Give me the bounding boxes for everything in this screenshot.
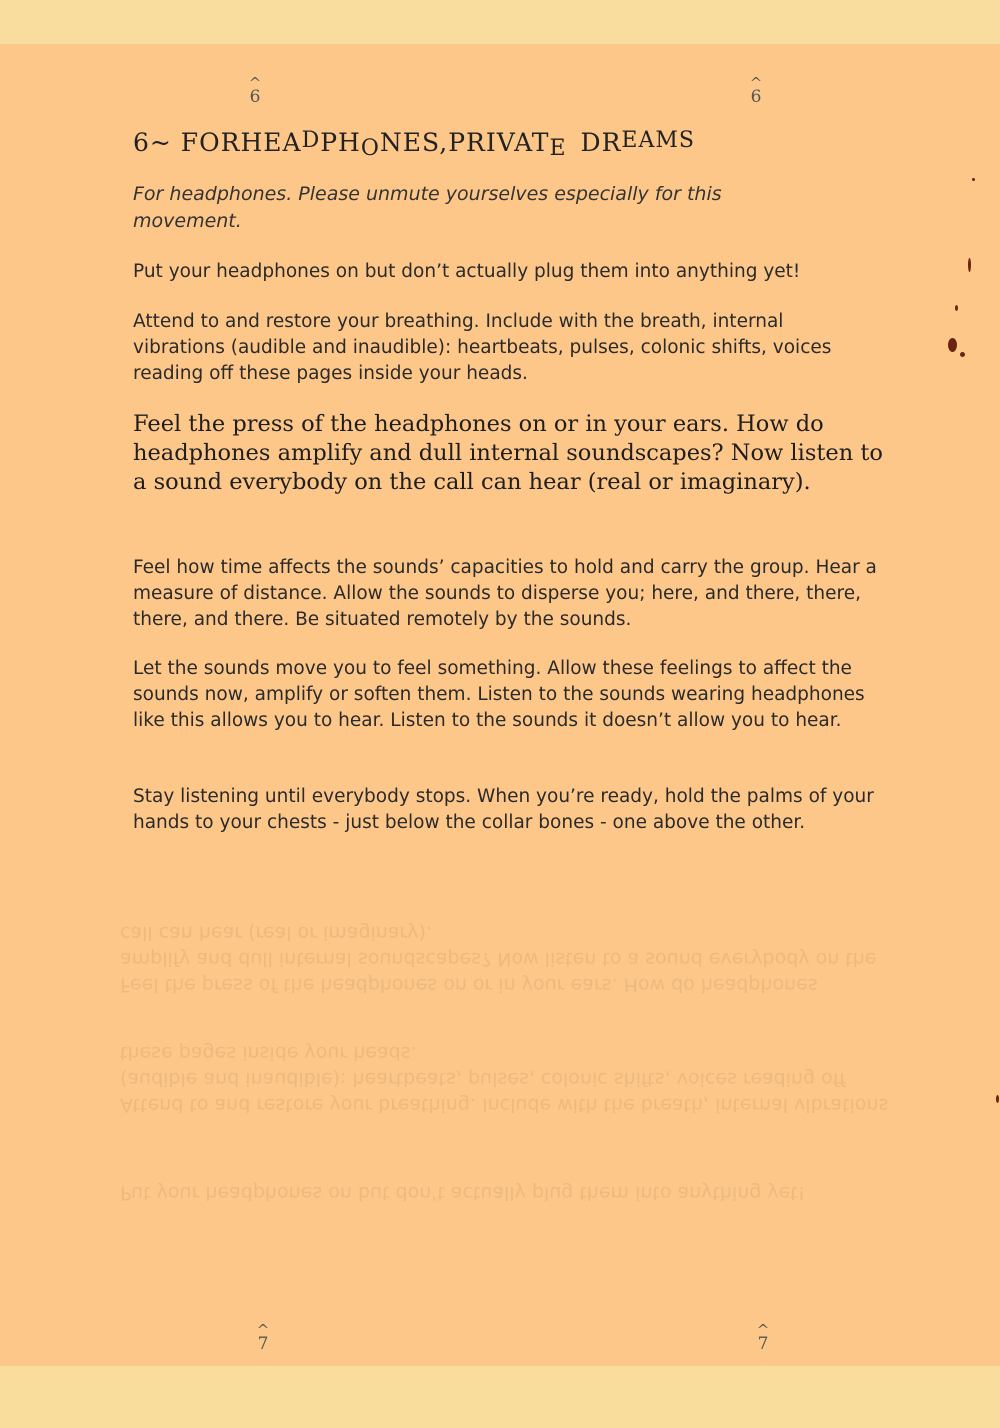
section-subtitle: For headphones. Please unmute yourselves especially for this movement. xyxy=(133,183,722,232)
top-paper-strip xyxy=(0,0,1000,44)
page-marker-bottom-right xyxy=(748,1321,778,1354)
ink-speck xyxy=(955,305,958,311)
title-part: D xyxy=(580,128,602,157)
ink-speck xyxy=(968,258,971,272)
title-part: EA xyxy=(621,128,656,153)
title-part: R xyxy=(601,128,622,157)
section-title xyxy=(133,128,833,161)
bleed-through-text: Feel the press of the headphones on or in your ears. How do headphones amplify and dull internal soundscapes? Now listen to a sound everybody on the call can hear (real or imaginary). xyxy=(120,922,877,996)
page-marker-bottom-left xyxy=(248,1321,278,1354)
page-number: 7 xyxy=(257,1334,269,1354)
bleed-through-text: Put your headphones on but don’t actually plug them into anything yet! xyxy=(120,1182,806,1204)
ink-speck xyxy=(948,338,957,352)
page-number: 6 xyxy=(750,87,762,107)
ink-speck xyxy=(960,352,965,357)
caret-icon: ^ xyxy=(256,1321,270,1339)
title-part: M xyxy=(655,128,679,153)
paragraph-1: Put your headphones on but don’t actually plug them into anything yet! xyxy=(133,261,801,282)
page-number: 6 xyxy=(249,87,261,107)
paragraph-4: Feel how time affects the sounds’ capacities to hold and carry the group. Hear a measure of distance. Allow the sounds to disperse you; here, and there, there, there, and there. Be situated remotely by the sounds. xyxy=(133,557,877,630)
paragraph-5: Let the sounds move you to feel something. Allow these feelings to affect the sounds now, amplify or soften them. Listen to the sounds wearing headphones like this allows you to hear. Listen to the sounds it doesn’t allow you to hear. xyxy=(133,658,865,731)
title-part: HEA xyxy=(240,128,302,157)
title-part: S xyxy=(678,128,695,153)
page-number: 7 xyxy=(757,1334,769,1354)
title-part: PH xyxy=(320,128,361,157)
paragraph-6: Stay listening until everybody stops. When you’re ready, hold the palms of your hands to your chests - just below the collar bones - one above the other. xyxy=(133,786,874,833)
caret-icon: ^ xyxy=(756,1321,770,1339)
title-part: 6~ FOR xyxy=(133,128,241,157)
title-part: NES, xyxy=(379,128,449,157)
title-part: PRIVAT xyxy=(448,128,550,157)
ink-speck xyxy=(972,178,975,181)
caret-icon: ^ xyxy=(749,74,763,92)
bottom-paper-strip xyxy=(0,1366,1000,1428)
bleed-through-text: Attend to and restore your breathing. Include with the breath, internal vibrations (audible and inaudible): heartbeats, pulses, colonic shifts, voices reading off these pages inside your heads. xyxy=(120,1042,889,1116)
title-part: D xyxy=(301,128,321,153)
page-marker-top-right xyxy=(741,74,771,107)
title-part: E xyxy=(549,136,567,161)
emphasis-paragraph: Feel the press of the headphones on or in your ears. How do headphones amplify and dull internal soundscapes? Now listen to a sound everybody on the call can hear (real or imaginary). xyxy=(133,411,883,495)
paragraph-2: Attend to and restore your breathing. Include with the breath, internal vibrations (audible and inaudible): heartbeats, pulses, colonic shifts, voices reading off these pages inside your heads. xyxy=(133,311,832,384)
page-marker-top-left xyxy=(240,74,270,107)
caret-icon: ^ xyxy=(248,74,262,92)
ink-speck xyxy=(996,1095,999,1103)
title-part: O xyxy=(360,136,380,161)
